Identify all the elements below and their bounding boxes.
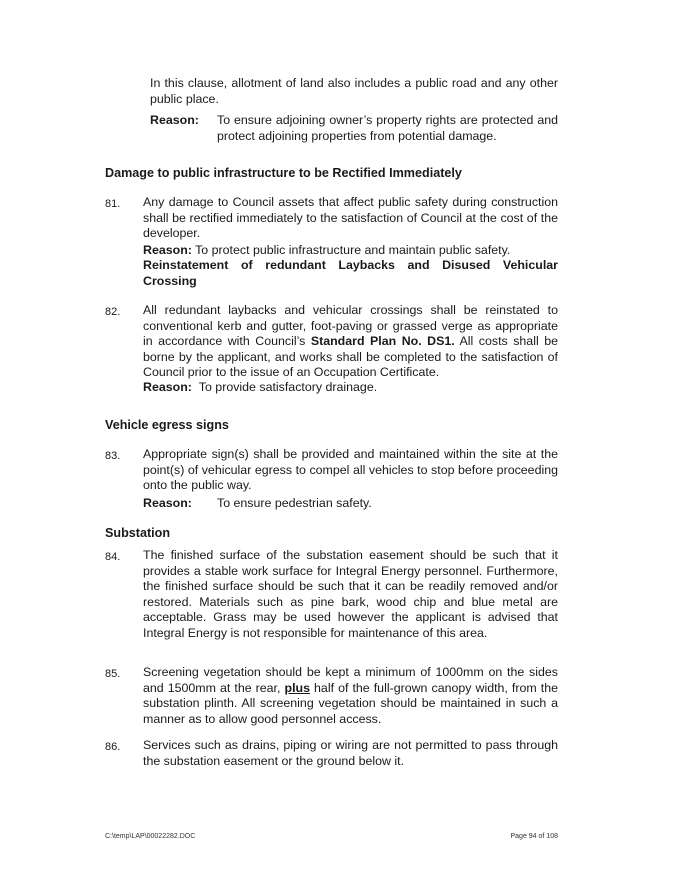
clause-reason-81 — [143, 243, 558, 259]
emphasis-plus: plus — [284, 680, 310, 695]
section-heading-vehicle-egress: Vehicle egress signs — [105, 418, 229, 432]
clause-number-81: 81. — [105, 198, 121, 210]
section-heading-damage: Damage to public infrastructure to be Rectified Immediately — [105, 166, 462, 180]
reason-text: To ensure pedestrian safety. — [217, 496, 372, 510]
reason-text: To provide satisfactory drainage. — [198, 380, 378, 394]
standard-plan-reference: Standard Plan No. DS1. — [310, 334, 455, 349]
clause-text-part: All redundant laybacks and vehicular crossings shall be reinstated to conventional kerb and gutter, foot-paving or grassed verge as appropriate in accordance with Council’s — [143, 303, 558, 349]
clause-text-81: Any damage to Council assets that affect public safety during construction shall be rectified immediately to the satisfaction of Council at the cost of the developer. — [143, 195, 558, 241]
footer-page-number: Page 94 of 108 — [510, 833, 558, 840]
clause-text-83: Appropriate sign(s) shall be provided and maintained within the site at the point(s) of vehicular egress to compel all vehicles to stop before proceeding onto the public way. — [143, 447, 558, 493]
clause-text-86: Services such as drains, piping or wiring are not permitted to pass through the substation easement or the ground below it. — [143, 738, 558, 768]
clause-number-83: 83. — [105, 450, 121, 462]
reason-label: Reason: — [143, 496, 192, 510]
clause-number-86: 86. — [105, 741, 121, 753]
clause-text-part: All costs shall be borne by the applicant, and works shall be completed to the satisfaction of Council prior to the issue of an Occupation Certificate. — [143, 334, 558, 380]
section-heading-substation: Substation — [105, 526, 171, 540]
clause-text-84: The finished surface of the substation easement should be such that it provides a stable work surface for Integral Energy personnel. Furthermore, the finished surface should be such that it can be readily removed and/or restored. Materials such as pine bark, wood chip and blue metal are acceptable. Grass may be used however the applicant is advised that Integral Energy is not responsible for maintenance of this area. — [143, 548, 558, 640]
intro-reason — [150, 113, 558, 144]
clause-text-85 — [143, 665, 558, 727]
reason-text: To protect public infrastructure and maintain public safety. — [191, 243, 511, 257]
clause-reason-82 — [143, 380, 558, 396]
intro-paragraph: In this clause, allotment of land also includes a public road and any other public place. — [150, 76, 558, 106]
reason-label: Reason: — [150, 113, 199, 127]
footer-file-path: C:\temp\LAP\00022282.DOC — [105, 833, 196, 840]
subheading-reinstatement: Reinstatement of redundant Laybacks and Disused Vehicular Crossing — [143, 258, 558, 288]
reason-label: Reason: — [143, 243, 192, 257]
reason-text: To ensure adjoining owner’s property rights are protected and protect adjoining properties from potential damage. — [217, 113, 558, 143]
clause-number-82: 82. — [105, 306, 121, 318]
clause-number-84: 84. — [105, 551, 121, 563]
clause-text-82 — [143, 303, 558, 381]
clause-number-85: 85. — [105, 668, 121, 680]
clause-text-part: Screening vegetation should be kept a minimum of 1000mm on the sides and 1500mm at the rear, — [143, 665, 558, 695]
reason-label: Reason: — [143, 380, 192, 394]
clause-text-part: half of the full-grown canopy width, from the substation plinth. All screening vegetation should be maintained in such a manner as to allow good personnel access. — [143, 680, 558, 726]
